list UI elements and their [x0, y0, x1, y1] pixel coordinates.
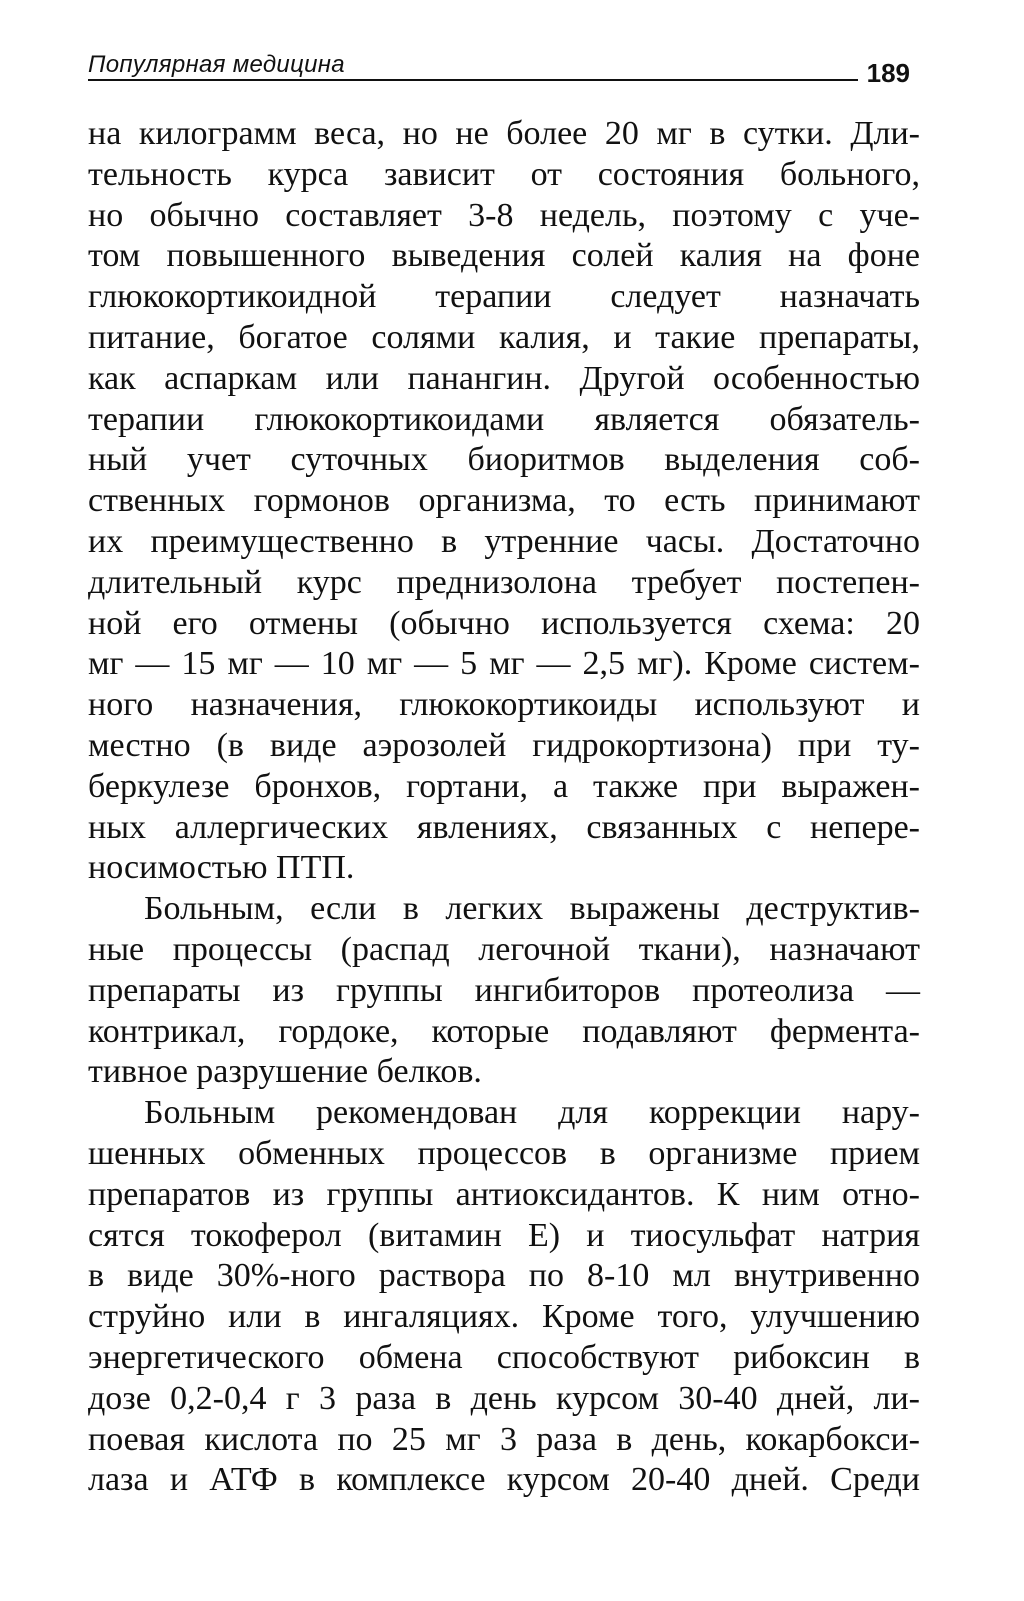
- running-header: [88, 50, 920, 94]
- text-line: питание, богатое солями калия, и такие препараты,: [88, 318, 920, 356]
- text-line: местно (в виде аэрозолей гидрокортизона) при ту-: [88, 726, 920, 764]
- text-line: дозе 0,2-0,4 г 3 раза в день курсом 30-40 дней, ли-: [88, 1379, 920, 1417]
- header-rule: [88, 79, 858, 81]
- text-line: ной его отмены (обычно используется схема: 20: [88, 604, 920, 642]
- text-line: ных аллергических явлениях, связанных с непере-: [88, 808, 920, 846]
- text-line: тивное разрушение белков.: [88, 1053, 482, 1091]
- text-line: ные процессы (распад легочной ткани), назначают: [88, 930, 920, 968]
- text-line: глюкокортикоидной терапии следует назначать: [88, 278, 920, 316]
- text-line: лаза и АТФ в комплексе курсом 20-40 дней. Среди: [88, 1461, 920, 1499]
- text-line: энергетического обмена способствуют рибоксин в: [88, 1338, 920, 1376]
- text-line: но обычно составляет 3-8 недель, поэтому с уче-: [88, 196, 920, 234]
- text-line: ный учет суточных биоритмов выделения соб-: [88, 441, 920, 479]
- text-line: мг — 15 мг — 10 мг — 5 мг — 2,5 мг). Кроме систем-: [88, 645, 920, 683]
- text-line: контрикал, гордоке, которые подавляют фермента-: [88, 1012, 920, 1050]
- text-line: препаратов из группы антиоксидантов. К ним отно-: [88, 1175, 920, 1213]
- text-line: ственных гормонов организма, то есть принимают: [88, 482, 920, 520]
- text-line: в виде 30%-ного раствора по 8-10 мл внутривенно: [88, 1257, 920, 1295]
- text-line: как аспаркам или панангин. Другой особенностью: [88, 359, 920, 397]
- text-line: поевая кислота по 25 мг 3 раза в день, кокарбокси-: [88, 1420, 920, 1458]
- text-line: том повышенного выведения солей калия на фоне: [88, 237, 920, 275]
- body-text: [88, 114, 920, 1501]
- text-line: Больным, если в легких выражены деструктив-: [144, 890, 920, 928]
- text-line: Больным рекомендован для коррекции нару-: [144, 1094, 920, 1132]
- text-line: шенных обменных процессов в организме прием: [88, 1134, 920, 1172]
- paragraph-1: [88, 114, 920, 889]
- text-line: струйно или в ингаляциях. Кроме того, улучшению: [88, 1298, 920, 1336]
- text-line: препараты из группы ингибиторов протеолиза —: [88, 971, 920, 1009]
- text-line: их преимущественно в утренние часы. Достаточно: [88, 522, 920, 560]
- text-line: носимостью ПТП.: [88, 849, 355, 887]
- text-line: ного назначения, глюкокортикоиды используют и: [88, 686, 920, 724]
- paragraph-2: [88, 889, 920, 1093]
- running-title: Популярная медицина: [88, 51, 345, 78]
- text-line: тельность курса зависит от состояния больного,: [88, 155, 920, 193]
- text-line: длительный курс преднизолона требует постепен-: [88, 563, 920, 601]
- page-number: 189: [866, 58, 910, 88]
- text-line: на килограмм веса, но не более 20 мг в сутки. Дли-: [88, 115, 920, 152]
- text-line: терапии глюкокортикоидами является обязатель-: [88, 400, 920, 438]
- text-line: сятся токоферол (витамин Е) и тиосульфат натрия: [88, 1216, 920, 1254]
- paragraph-3: [88, 1093, 920, 1501]
- text-line: беркулезе бронхов, гортани, а также при выражен-: [88, 767, 920, 805]
